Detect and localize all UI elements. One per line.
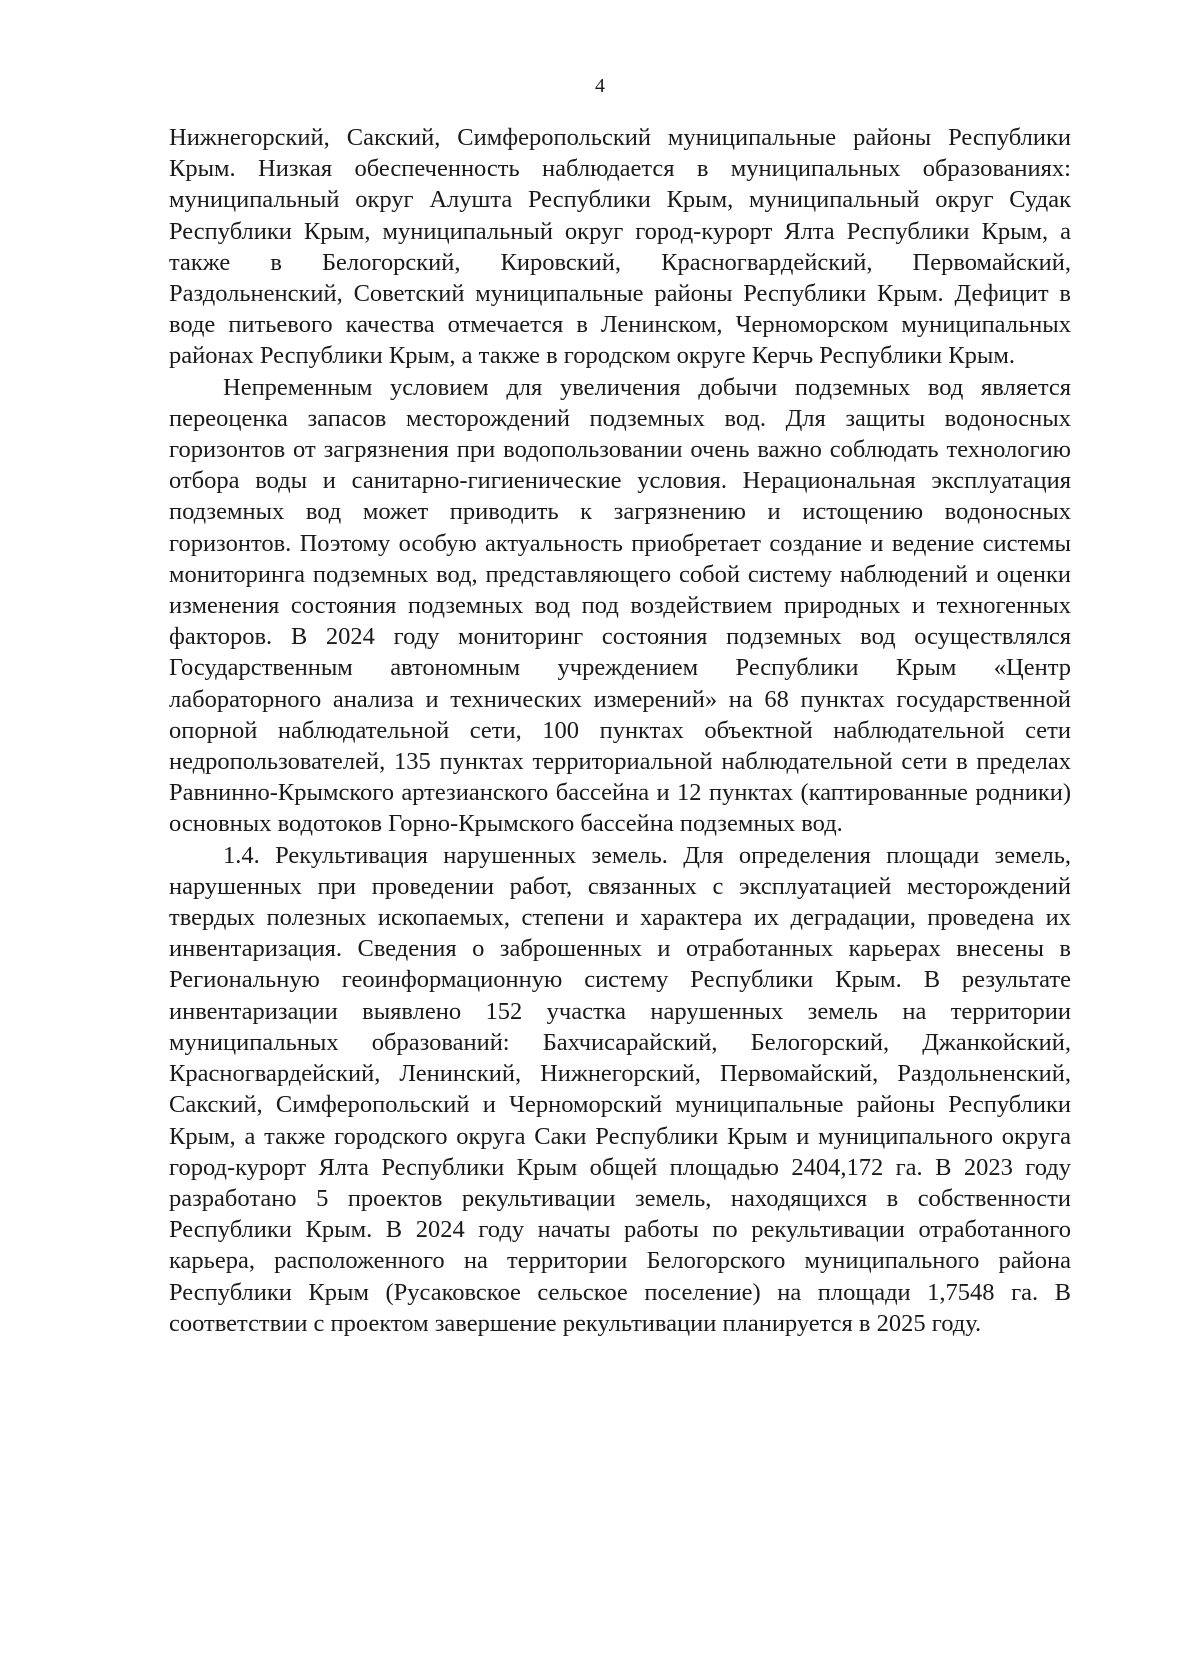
paragraph-water-supply: Нижнегорский, Сакский, Симферопольский муниципальные районы Республики Крым. Низкая обеспеченность наблюдается в муниципальных образованиях: муниципальный округ Алушта Республики Крым, муниципальный округ Судак Республики Крым, муниципальный округ город-курорт Ялта Республики Крым, а также в Белогорский, Кировский, Красногвардейский, Первомайский, Раздольненский, Советский муниципальные районы Республики Крым. Дефицит в воде питьевого качества отмечается в Ленинском, Черноморском муниципальных районах Республики Крым, а также в городском округе Керчь Республики Крым. <box>169 124 1071 370</box>
document-body <box>169 122 1071 1339</box>
paragraph-land-reclamation: 1.4. Рекультивация нарушенных земель. Для определения площади земель, нарушенных при проведении работ, связанных с эксплуатацией месторождений твердых полезных ископаемых, степени и характера их деградации, проведена их инвентаризация. Сведения о заброшенных и отработанных карьерах внесены в Региональную геоинформационную систему Республики Крым. В результате инвентаризации выявлено 152 участка нарушенных земель на территории муниципальных образований: Бахчисарайский, Белогорский, Джанкойский, Красногвардейский, Ленинский, Нижнегорский, Первомайский, Раздольненский, Сакский, Симферопольский и Черноморский муниципальные районы Республики Крым, а также городского округа Саки Республики Крым и муниципального округа город-курорт Ялта Республики Крым общей площадью 2404,172 га. В 2023 году разработано 5 проектов рекультивации земель, находящихся в собственности Республики Крым. В 2024 году начаты работы по рекультивации отработанного карьера, расположенного на территории Белогорского муниципального района Республики Крым (Русаковское сельское поселение) на площади 1,7548 га. В соответствии с проектом завершение рекультивации планируется в 2025 году. <box>169 841 1071 1337</box>
page-number: 4 <box>595 75 605 97</box>
paragraph-groundwater-monitoring: Непременным условием для увеличения добычи подземных вод является переоценка запасов месторождений подземных вод. Для защиты водоносных горизонтов от загрязнения при водопользовании очень важно соблюдать технологию отбора воды и санитарно-гигиенические условия. Нерациональная эксплуатация подземных вод может приводить к загрязнению и истощению водоносных горизонтов. Поэтому особую актуальность приобретает создание и ведение системы мониторинга подземных вод, представляющего собой систему наблюдений и оценки изменения состояния подземных вод под воздействием природных и техногенных факторов. В 2024 году мониторинг состояния подземных вод осуществлялся Государственным автономным учреждением Республики Крым «Центр лабораторного анализа и технических измерений» на 68 пунктах государственной опорной наблюдательной сети, 100 пунктах объектной наблюдательной сети недропользователей, 135 пунктах территориальной наблюдательной сети в пределах Равнинно-Крымского артезианского бассейна и 12 пунктах (каптированные родники) основных водотоков Горно-Крымского бассейна подземных вод. <box>169 373 1071 838</box>
